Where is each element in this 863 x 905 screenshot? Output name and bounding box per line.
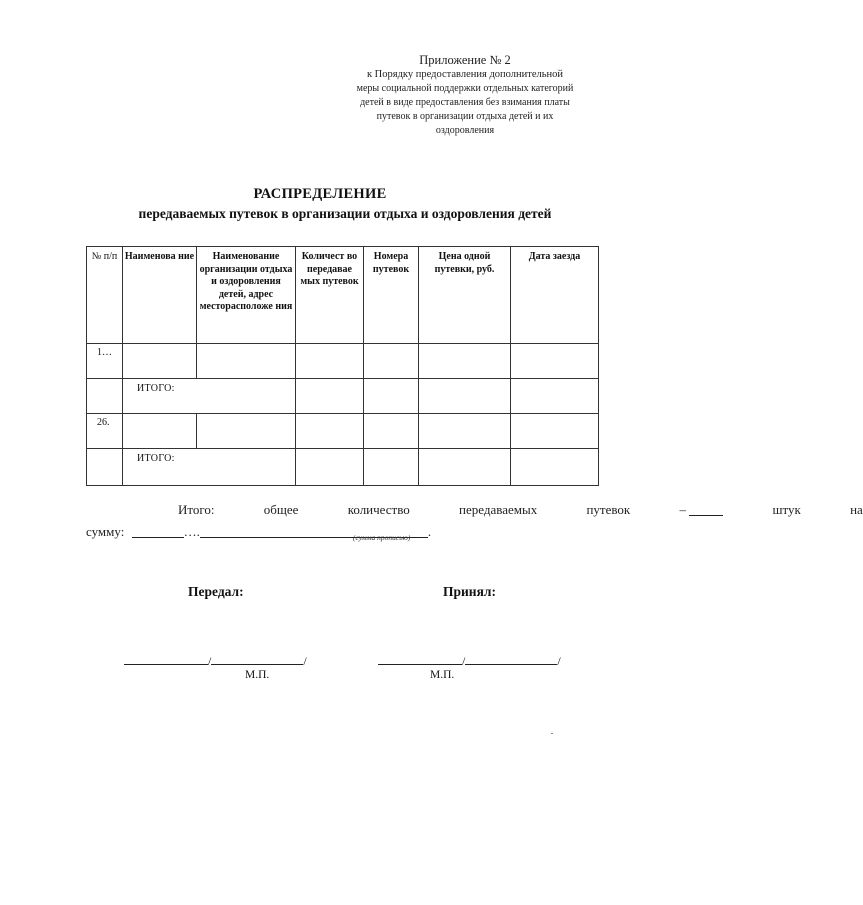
table-cell — [511, 414, 599, 449]
column-header-organization: Наименование организации отдыха и оздоровления детей, адрес месторасположе ния — [197, 247, 296, 344]
table-row — [87, 414, 599, 449]
table-cell — [511, 449, 599, 486]
slash: / — [557, 654, 561, 668]
column-header-arrival-date: Дата заезда — [511, 247, 599, 344]
table-cell — [364, 379, 419, 414]
signature-blank — [378, 653, 462, 665]
appendix-line: меры социальной поддержки отдельных категорий — [356, 83, 574, 94]
appendix-header — [340, 52, 590, 138]
sum-dots: …. — [183, 524, 200, 539]
sum-in-words-note: (сумма прописью) — [353, 533, 411, 542]
table-cell — [511, 379, 599, 414]
total-word: путевок — [586, 502, 631, 517]
table-cell — [364, 414, 419, 449]
slash: / — [303, 654, 307, 668]
table-cell — [419, 344, 511, 379]
table-header-row — [87, 247, 599, 344]
column-header-name: Наименова ние — [123, 247, 197, 344]
total-summary — [86, 499, 863, 543]
total-word: общее — [263, 502, 299, 517]
total-line-1 — [86, 499, 863, 521]
table-cell — [123, 414, 197, 449]
slash: / — [208, 654, 212, 668]
signature-blank — [124, 653, 208, 665]
handed-over-signature-line — [124, 653, 307, 667]
document-subtitle: передаваемых путевок в организации отдыха и оздоровления детей — [138, 206, 552, 221]
stamp-place-left: М.П. — [245, 669, 270, 681]
appendix-line: детей в виде предоставления без взимания платы — [360, 97, 570, 108]
slash: / — [462, 654, 466, 668]
distribution-table — [86, 246, 599, 486]
table-cell — [364, 344, 419, 379]
name-blank — [211, 653, 303, 665]
table-cell — [364, 449, 419, 486]
table-cell — [197, 414, 296, 449]
scan-speck — [551, 733, 553, 734]
column-header-quantity: Количест во передавае мых путевок — [296, 247, 364, 344]
sum-label: сумму: — [86, 524, 125, 539]
total-line-2 — [86, 521, 598, 543]
table-cell — [511, 344, 599, 379]
handed-over-label: Передал: — [188, 584, 244, 599]
sum-number-blank — [132, 524, 184, 538]
table-cell — [296, 449, 364, 486]
table-row-total — [87, 379, 599, 414]
appendix-line: к Порядку предоставления дополнительной — [366, 69, 564, 80]
column-header-number: № п/п — [87, 247, 123, 344]
row-number: 1… — [87, 344, 123, 379]
table-cell — [419, 379, 511, 414]
table-cell — [123, 344, 197, 379]
table-cell — [296, 344, 364, 379]
received-signature-line — [378, 653, 561, 667]
table-cell — [419, 414, 511, 449]
total-word: передаваемых — [459, 502, 538, 517]
table-cell — [296, 414, 364, 449]
column-header-voucher-numbers: Номера путевок — [364, 247, 419, 344]
table-cell — [296, 379, 364, 414]
appendix-line: путевок в организации отдыха детей и их — [376, 111, 554, 122]
table-cell — [197, 344, 296, 379]
received-label: Принял: — [443, 584, 496, 599]
quantity-blank — [689, 502, 723, 516]
appendix-line: оздоровления — [435, 125, 495, 136]
total-word: количество — [347, 502, 410, 517]
total-label: ИТОГО: — [123, 379, 296, 414]
table-cell — [419, 449, 511, 486]
stamp-place-right: М.П. — [430, 669, 455, 681]
total-word: Итого: — [178, 502, 215, 517]
total-word: штук — [772, 502, 801, 517]
table-cell — [87, 449, 123, 486]
table-row — [87, 344, 599, 379]
appendix-number: Приложение № 2 — [419, 53, 511, 67]
total-label: ИТОГО: — [123, 449, 296, 486]
table-cell — [87, 379, 123, 414]
column-header-price: Цена одной путевки, руб. — [419, 247, 511, 344]
total-dash: – — [679, 502, 686, 517]
document-title: РАСПРЕДЕЛЕНИЕ — [253, 186, 387, 202]
row-number: 26. — [87, 414, 123, 449]
total-word: на — [850, 502, 863, 517]
name-blank — [465, 653, 557, 665]
sum-end: . — [427, 524, 432, 539]
table-row-total — [87, 449, 599, 486]
